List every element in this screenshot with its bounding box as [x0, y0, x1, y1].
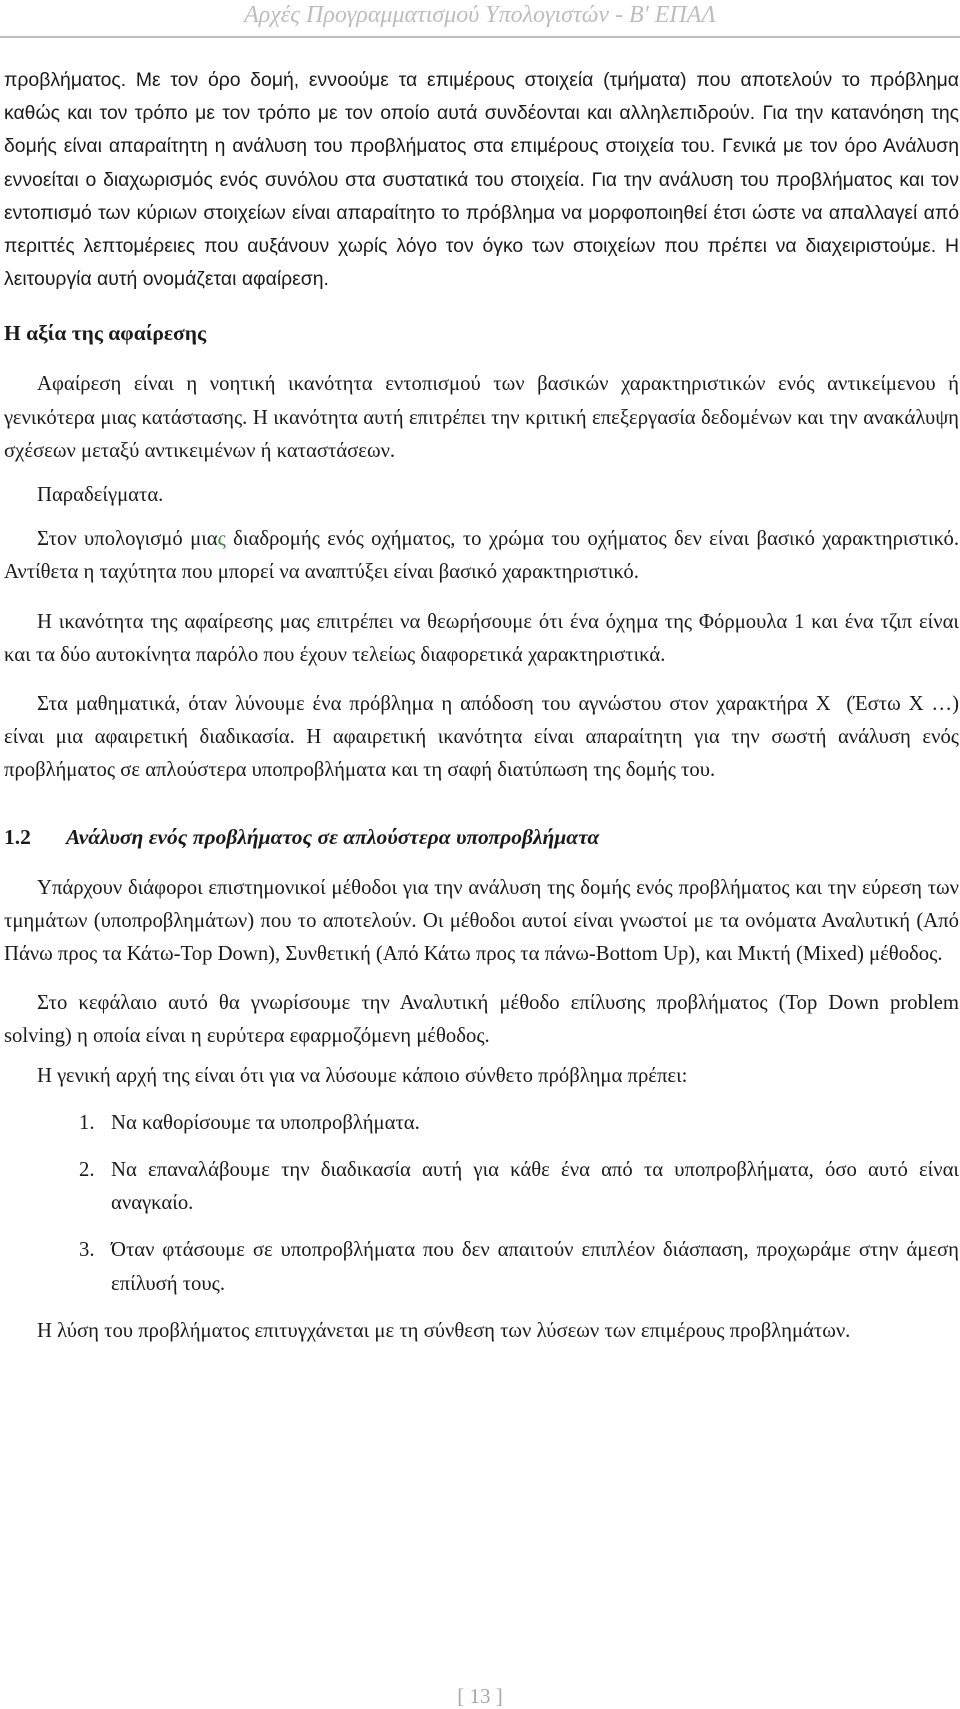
example-formula1-paragraph: Η ικανότητα της αφαίρεσης μας επιτρέπει να θεωρήσουμε ότι ένα όχημα της Φόρμουλα 1 και ένα τζιπ είναι και τα δύο αυτοκίνητα παρόλο που έχουν τελείως διαφορετικά χαρακτηριστικά. — [4, 610, 959, 666]
page-number: [ 13 ] — [457, 1684, 503, 1708]
methods-paragraph: Υπάρχουν διάφοροι επιστημονικοί μέθοδοι για την ανάλυση της δομής ενός προβλήματος και την εύρεση των τμημάτων (υποπροβλημάτων) που το αποτελούν. Οι μέθοδοι αυτοί είναι γνωστοί με τα ονόματα Αναλυτική (Από Πάνω προς τα Κάτω-Top Down), Συνθετική (Από Κάτω προς τα πάνω-Bottom Up), και Μικτή (Mixed) μέθοδος. — [4, 876, 959, 966]
list-item-text: Να επαναλάβουμε την διαδικασία αυτή για κάθε ένα από τα υποπροβλήματα, όσο αυτό είναι αναγκαίο. — [111, 1159, 959, 1215]
example-math-text-rest: (Έστω Χ …) είναι μια αφαιρετική διαδικασία. Η αφαιρετική ικανότητα είναι απαραίτητη για την σωστή ανάλυση ενός προβλήματος σε απλούστερα υποπροβλήματα και τη σαφή διατύπωση της δομής του. — [4, 693, 960, 782]
list-item — [4, 1154, 959, 1220]
list-item — [4, 1107, 959, 1140]
section-title: Ανάλυση ενός προβλήματος σε απλούστερα υποπροβλήματα — [66, 824, 600, 849]
page-content — [4, 64, 959, 1348]
intro-paragraph: προβλήματος. Με τον όρο δομή, εννοούμε τα επιμέρους στοιχεία (τμήματα) που αποτελούν το πρόβλημα καθώς και τον τρόπο με τον τρόπο με τον οποίο αυτά συνδέονται και αλληλεπιδρούν. Για την κατανόηση της δομής είναι απαραίτητη η ανάλυση του προβλήματος στα επιμέρους στοιχεία του. Γενικά με τον όρο Ανάλυση εννοείται ο διαχωρισμός ενός συνόλου στα συστατικά του στοιχεία. Για την ανάλυση του προβλήματος και τον εντοπισμό των κύριων στοιχείων είναι απαραίτητο το πρόβλημα να μορφοποιηθεί έτσι ώστε να απαλλαγεί από περιττές λεπτομέρειες που αυξάνουν χωρίς λόγο τον όγκο των στοιχείων που πρέπει να διαχειριστούμε. Η λειτουργία αυτή ονομάζεται αφαίρεση. — [4, 69, 959, 291]
example-vehicle-text-start: Στον υπολογισμό μια — [37, 528, 218, 551]
example-vehicle-text-rest: διαδρομής ενός οχήματος, το χρώμα του οχήματος δεν είναι βασικό χαρακτηριστικό. Αντίθετα η ταχύτητα που μπορεί να αναπτύξει είναι βασικό χαρακτηριστικό. — [4, 528, 959, 584]
solution-paragraph: Η λύση του προβλήματος επιτυγχάνεται με τη σύνθεση των λύσεων των επιμέρους προβλημάτων. — [37, 1319, 851, 1342]
list-item-number: 3. — [79, 1239, 95, 1262]
header-rule — [0, 36, 960, 38]
list-item-text: Να καθορίσουμε τα υποπροβλήματα. — [111, 1111, 420, 1134]
steps-list — [4, 1107, 959, 1301]
abstraction-definition-paragraph: Αφαίρεση είναι η νοητική ικανότητα εντοπισμού των βασικών χαρακτηριστικών ενός αντικείμενου ή γενικότερα μιας κατάστασης. Η ικανότητα αυτή επιτρέπει την κριτική επεξεργασία δεδομένων και την ανακάλυψη σχέσεων μεταξύ αντικειμένων ή καταστάσεων. — [4, 373, 959, 462]
list-item-number: 2. — [79, 1159, 95, 1182]
list-item — [4, 1234, 959, 1300]
example-math-text-start: Στα μαθηματικά, όταν λύνουμε ένα πρόβλημα η απόδοση του αγνώστου στον χαρακτήρα Χ — [37, 693, 831, 716]
example-vehicle-highlighted-letter: ς — [217, 528, 226, 551]
section-number: 1.2 — [4, 824, 31, 849]
examples-label: Παραδείγματα. — [37, 484, 164, 507]
list-item-text: Όταν φτάσουμε σε υποπροβλήματα που δεν απαιτούν επιπλέον διάσπαση, προχωράμε στην άμεση επίλυσή τους. — [111, 1239, 959, 1295]
section-heading — [4, 822, 959, 852]
running-header: Αρχές Προγραμματισμού Υπολογιστών - Β' ΕΠΑΛ — [244, 2, 716, 28]
subheading-value-of-abstraction: Η αξία της αφαίρεσης — [4, 321, 207, 346]
principle-paragraph: Η γενική αρχή της είναι ότι για να λύσουμε κάποιο σύνθετο πρόβλημα πρέπει: — [37, 1064, 688, 1087]
chapter-paragraph: Στο κεφάλαιο αυτό θα γνωρίσουμε την Αναλυτική μέθοδο επίλυσης προβλήματος (Top Down problem solving) η οποία είναι η ευρύτερα εφαρμοζόμενη μέθοδος. — [4, 992, 959, 1048]
example-vehicle-paragraph — [4, 523, 959, 589]
list-item-number: 1. — [79, 1111, 95, 1134]
example-math-paragraph — [4, 688, 959, 788]
